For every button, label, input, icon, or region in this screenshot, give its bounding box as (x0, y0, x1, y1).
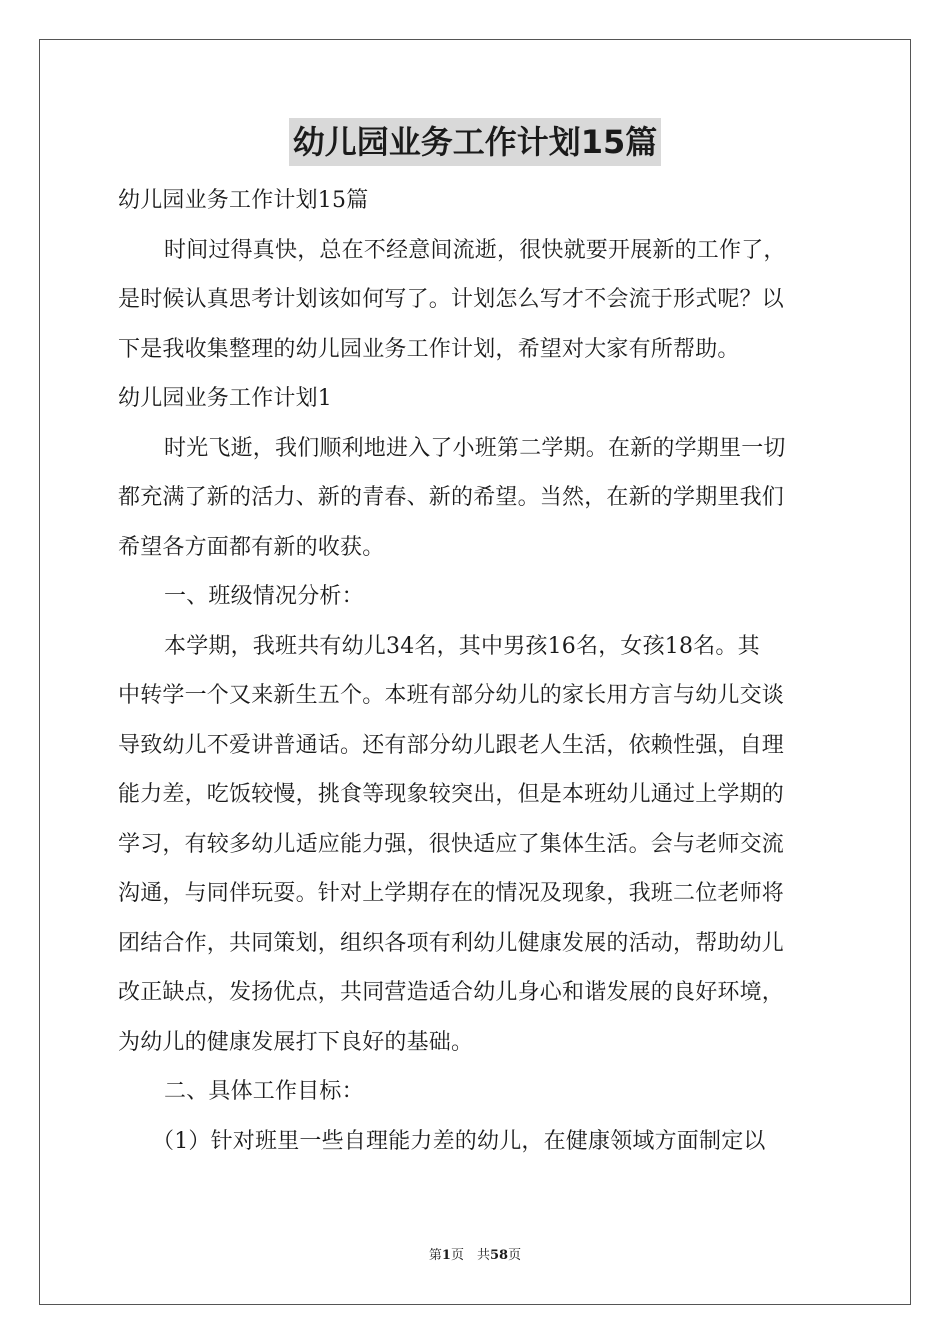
subsection-heading: 一、班级情况分析： (164, 584, 364, 609)
paragraph-line: 为幼儿的健康发展打下良好的基础。 (118, 1029, 474, 1055)
footer-prefix: 第 (428, 1248, 442, 1263)
paragraph-line: 希望各方面都有新的收获。 (118, 534, 385, 560)
page-footer (0, 1247, 950, 1265)
footer-page-number: 1 (441, 1248, 451, 1263)
footer-total-pages: 58 (489, 1248, 509, 1263)
paragraph-line: 时间过得真快，总在不经意间流逝，很快就要开展新的工作了， (164, 237, 786, 263)
paragraph-line: 导致幼儿不爱讲普通话。还有部分幼儿跟老人生活，依赖性强，自理 (118, 732, 785, 758)
document-body (118, 176, 834, 1166)
paragraph-line: 下是我收集整理的幼儿园业务工作计划，希望对大家有所帮助。 (118, 336, 740, 362)
paragraph-line: 是时候认真思考计划该如何写了。计划怎么写才不会流于形式呢？以 (118, 287, 785, 312)
paragraph-line: （1）针对班里一些自理能力差的幼儿，在健康领域方面制定以 (152, 1128, 766, 1154)
section-heading: 幼儿园业务工作计划1 (118, 386, 332, 411)
paragraph-line: 能力差，吃饭较慢，挑食等现象较突出，但是本班幼儿通过上学期的 (118, 782, 785, 807)
footer-mid: 页 共 (450, 1248, 490, 1263)
footer-suffix: 页 (508, 1248, 522, 1263)
subtitle-line: 幼儿园业务工作计划15篇 (118, 188, 369, 213)
paragraph-line: 本学期，我班共有幼儿34名，其中男孩16名，女孩18名。其 (164, 633, 760, 659)
paragraph-line: 时光飞逝，我们顺利地进入了小班第二学期。在新的学期里一切 (164, 435, 786, 461)
paragraph-line: 团结合作，共同策划，组织各项有利幼儿健康发展的活动，帮助幼儿 (118, 930, 785, 956)
paragraph-line: 改正缺点，发扬优点，共同营造适合幼儿身心和谐发展的良好环境， (118, 980, 785, 1005)
paragraph-line: 中转学一个又来新生五个。本班有部分幼儿的家长用方言与幼儿交谈 (118, 683, 785, 708)
subsection-heading: 二、具体工作目标： (164, 1079, 364, 1104)
paragraph-line: 学习，有较多幼儿适应能力强，很快适应了集体生活。会与老师交流 (118, 831, 785, 857)
paragraph-line: 都充满了新的活力、新的青春、新的希望。当然，在新的学期里我们 (118, 485, 785, 510)
title-container (0, 118, 950, 166)
paragraph-line: 沟通，与同伴玩耍。针对上学期存在的情况及现象，我班二位老师将 (118, 881, 785, 906)
document-title: 幼儿园业务工作计划15篇 (289, 118, 662, 166)
